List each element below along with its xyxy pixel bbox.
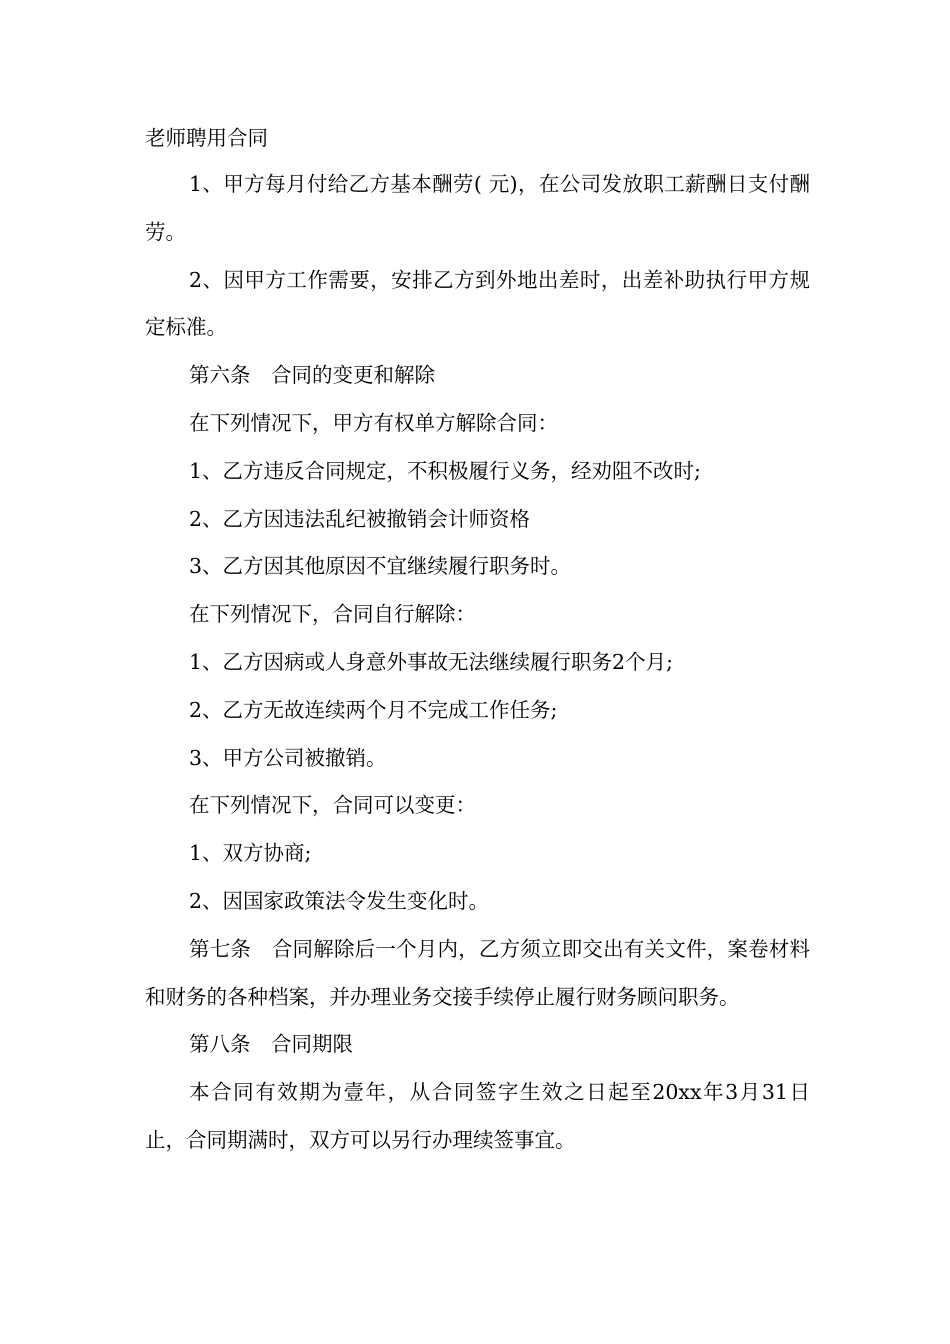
contract-change-intro: 在下列情况下，合同可以变更： — [189, 793, 476, 818]
automatic-termination-1: 1、乙方因病或人身意外事故无法继续履行职务2个月; — [189, 649, 673, 674]
unilateral-termination-intro: 在下列情况下，甲方有权单方解除合同： — [189, 410, 558, 435]
contract-change-1: 1、双方协商; — [189, 841, 312, 866]
termination-condition-1: 1、乙方违反合同规定，不积极履行义务，经劝阻不改时; — [189, 458, 701, 483]
clause-salary-payment: 1、甲方每月付给乙方基本酬劳( 元)，在公司发放职工薪酬日支付酬劳。 — [145, 172, 810, 244]
termination-condition-3: 3、乙方因其他原因不宜继续履行职务时。 — [189, 554, 572, 579]
automatic-termination-2: 2、乙方无故连续两个月不完成工作任务; — [189, 697, 558, 722]
article-8-heading: 第八条 合同期限 — [189, 1032, 353, 1057]
article-7: 第七条 合同解除后一个月内，乙方须立即交出有关文件，案卷材料和财务的各种档案，并办理业务交接手续停止履行财务顾问职务。 — [145, 936, 810, 1009]
termination-condition-2: 2、乙方因违法乱纪被撤销会计师资格 — [189, 506, 531, 531]
article-6-heading: 第六条 合同的变更和解除 — [189, 363, 435, 388]
clause-travel-allowance: 2、因甲方工作需要，安排乙方到外地出差时，出差补助执行甲方规定标准。 — [145, 267, 810, 340]
contract-term-clause: 本合同有效期为壹年，从合同签字生效之日起至20xx年3月31日止，合同期满时，双方可以另行办理续签事宜。 — [145, 1080, 810, 1152]
automatic-termination-3: 3、甲方公司被撤销。 — [189, 745, 387, 770]
contract-change-2: 2、因国家政策法令发生变化时。 — [189, 888, 490, 913]
automatic-termination-intro: 在下列情况下，合同自行解除： — [189, 602, 476, 627]
document-body — [145, 115, 810, 1165]
document-title: 老师聘用合同 — [145, 126, 268, 150]
